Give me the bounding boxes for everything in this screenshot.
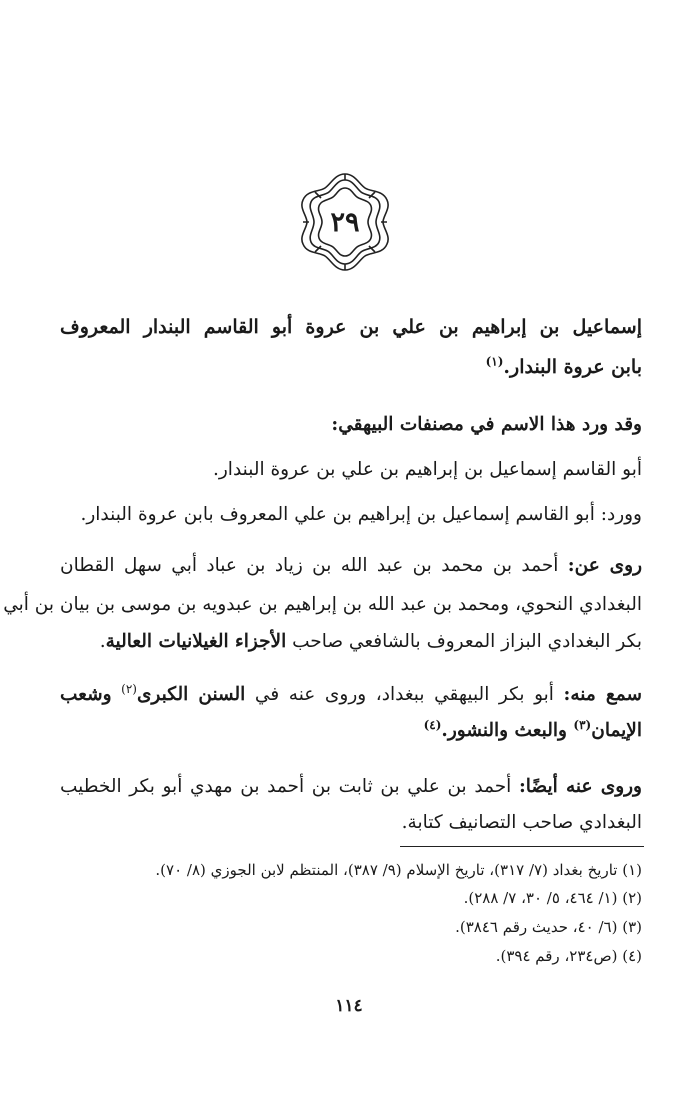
entry-heading-line-1: إسماعيل بن إبراهيم بن علي بن عروة أبو القاسم البندار المعروف <box>60 316 642 338</box>
footnote-1: (١) تاريخ بغداد (٧/ ٣١٧)، تاريخ الإسلام (٩/ ٣٨٧)، المنتظم لابن الجوزي (٨/ ٧٠). <box>155 861 642 879</box>
footnote-divider <box>400 846 644 847</box>
footnote-ref-1: (١) <box>485 354 504 369</box>
narrated-from-label: روى عن: <box>567 555 643 576</box>
also-narrated-line-1 <box>60 772 642 802</box>
page-number: ١١٤ <box>335 996 363 1016</box>
chapter-number: ٢٩ <box>330 206 360 238</box>
book-title-bath: والبعث والنشور. <box>441 720 567 741</box>
footnote-4: (٤) (ص٢٣٤، رقم ٣٩٤). <box>495 947 642 965</box>
narrated-from-line-1 <box>60 551 642 581</box>
name-variant-1: أبو القاسم إسماعيل بن إبراهيم بن علي بن عروة البندار. <box>212 459 642 480</box>
heard-from-line-1 <box>60 680 642 710</box>
narrated-from-end: . <box>99 631 106 652</box>
entry-heading-text: بابن عروة البندار. <box>503 356 642 378</box>
heard-from-line-2 <box>60 716 642 746</box>
heard-from-label: سمع منه: <box>563 684 642 705</box>
footnote-ref-3: (٣) <box>573 717 592 732</box>
book-title-sunan: السنن الكبرى <box>136 684 246 705</box>
narrated-from-text-1: أحمد بن محمد بن عبد الله بن زياد بن عباد أبي سهل القطان <box>60 555 559 576</box>
book-title-ghaylaniyyat: الأجزاء الغيلانيات العالية <box>105 631 287 652</box>
entry-heading-line-2 <box>60 352 642 382</box>
footnote-ref-4: (٤) <box>423 717 442 732</box>
name-variant-2: وورد: أبو القاسم إسماعيل بن إبراهيم بن علي المعروف بابن عروة البندار. <box>80 504 642 525</box>
book-title-iman: الإيمان <box>591 720 642 741</box>
also-narrated-line-2: البغدادي صاحب التصانيف كتابة. <box>401 812 642 833</box>
also-narrated-label: وروى عنه أيضًا: <box>518 776 642 797</box>
footnote-2: (٢) (١/ ٤٦٤، ٥/ ٣٠، ٧/ ٢٨٨). <box>463 889 642 907</box>
narrated-from-text-3: بكر البغدادي البزاز المعروف بالشافعي صاحب <box>292 631 642 652</box>
heard-from-and: وشعب <box>60 684 112 705</box>
names-intro: وقد ورد هذا الاسم في مصنفات البيهقي: <box>331 414 642 435</box>
also-narrated-text-1: أحمد بن علي بن ثابت بن أحمد بن مهدي أبو بكر الخطيب <box>60 776 512 797</box>
narrated-from-line-2: البغدادي النحوي، ومحمد بن عبد الله بن إبراهيم بن عبدويه بن موسى بن بيان بن أبي <box>3 594 642 615</box>
footnote-3: (٣) (٦/ ٤٠، حديث رقم ٣٨٤٦). <box>455 918 642 936</box>
narrated-from-line-3 <box>60 627 642 657</box>
heard-from-text: أبو بكر البيهقي ببغداد، وروى عنه في <box>254 684 554 705</box>
footnote-ref-2: (٢) <box>121 681 137 696</box>
